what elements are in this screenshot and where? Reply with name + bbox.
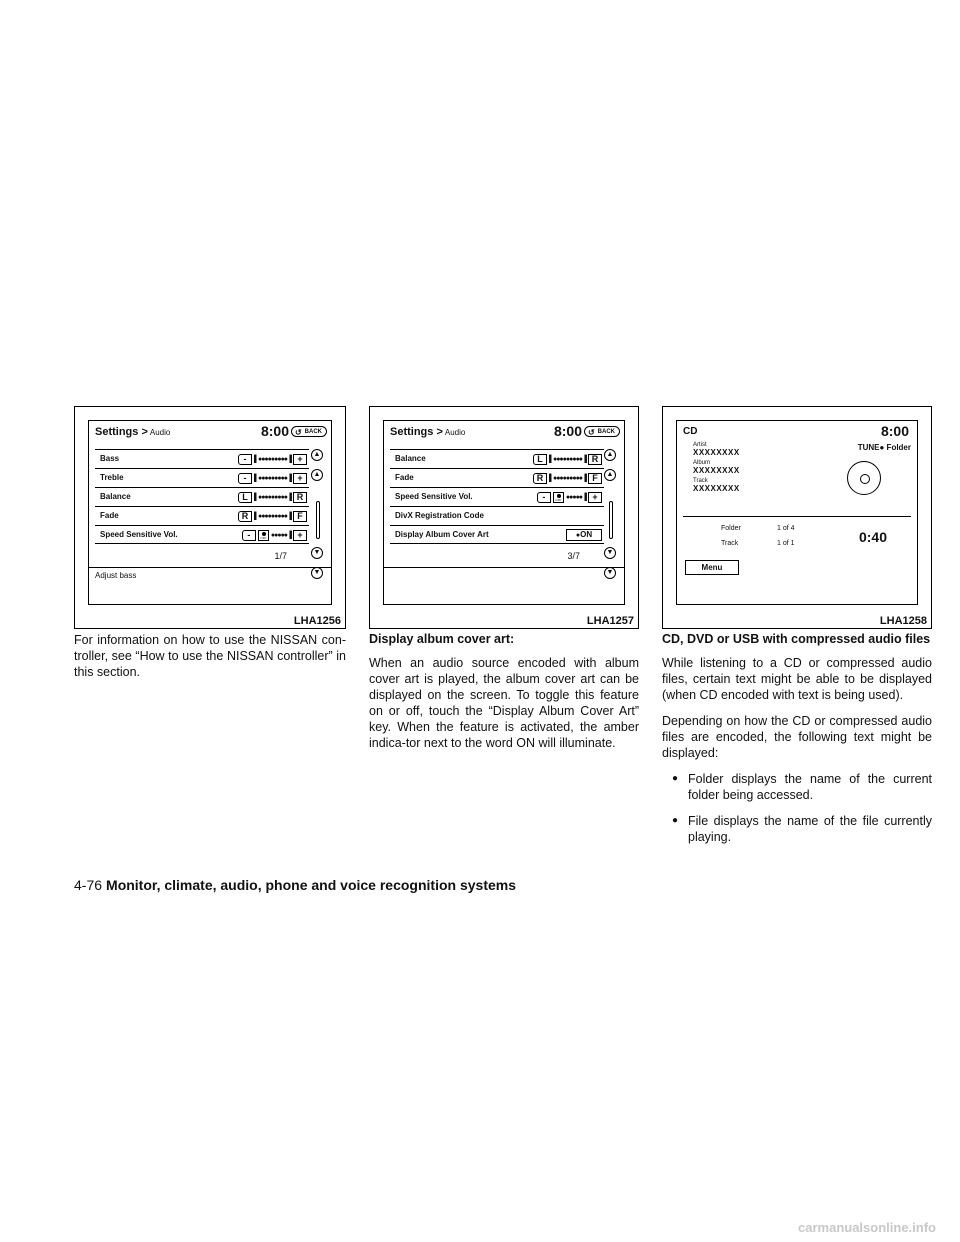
text-column-1 — [74, 632, 346, 690]
clock: 8:00 — [880, 423, 909, 439]
folder-value: 1 of 4 — [777, 525, 795, 532]
setting-label: DivX Registration Code — [395, 511, 484, 520]
scroll-thumb[interactable] — [609, 501, 613, 539]
disc-icon — [847, 461, 881, 495]
increase-button[interactable]: + — [588, 492, 602, 503]
watermark: carmanualsonline.info — [798, 1220, 936, 1235]
setting-row-balance[interactable] — [95, 487, 309, 506]
page-indicator: 3/7 — [567, 551, 580, 561]
clock: 8:00 — [553, 423, 582, 439]
decrease-button[interactable]: - — [242, 530, 256, 541]
album-label: Album — [693, 460, 711, 466]
back-button[interactable]: ↺ BACK — [584, 426, 620, 437]
decrease-button[interactable]: - — [537, 492, 551, 503]
setting-row-treble[interactable] — [95, 468, 309, 487]
elapsed-time: 0:40 — [858, 529, 887, 545]
right-button[interactable]: R — [588, 454, 602, 465]
cd-playback-screen — [676, 420, 918, 605]
divider — [89, 567, 331, 568]
decrease-button[interactable]: - — [238, 473, 252, 484]
section-heading: CD, DVD or USB with compressed audio files — [662, 632, 931, 646]
front-button[interactable]: F — [293, 511, 307, 522]
back-button[interactable]: ↺ BACK — [291, 426, 327, 437]
page-number: 4-76 — [74, 877, 103, 893]
scroll-top-icon[interactable]: ▲ — [604, 449, 616, 461]
bullet-item: ● Folder displays the name of the current folder being accessed. — [662, 771, 932, 803]
scrollbar[interactable] — [309, 449, 327, 579]
artist-label: Artist — [693, 442, 707, 448]
off-indicator-icon: OFF — [258, 530, 269, 541]
scrollbar[interactable] — [602, 449, 620, 579]
left-button[interactable]: L — [533, 454, 547, 465]
scroll-down-icon[interactable]: ▼ — [604, 547, 616, 559]
track-metadata — [693, 441, 740, 495]
figure-id: LHA1258 — [879, 615, 927, 627]
increase-button[interactable]: + — [293, 454, 307, 465]
level-bar: ●●●●●▐ — [270, 531, 291, 539]
rear-button[interactable]: R — [533, 473, 547, 484]
paragraph: For information on how to use the NISSAN con-troller, see “How to use the NISSAN controller” in this section. — [74, 633, 346, 679]
scroll-bottom-icon[interactable]: ▼ — [311, 567, 323, 579]
setting-row-fade[interactable] — [390, 468, 604, 487]
scroll-bottom-icon[interactable]: ▼ — [604, 567, 616, 579]
level-bar: ▌●●●●●●●●●▐ — [254, 512, 291, 520]
setting-row-fade[interactable] — [95, 506, 309, 525]
figure-id: LHA1256 — [293, 615, 341, 627]
setting-label: Fade — [100, 511, 119, 520]
tune-folder-label: TUNE● Folder — [857, 443, 911, 452]
setting-label: Balance — [395, 454, 426, 463]
page-indicator: 1/7 — [274, 551, 287, 561]
setting-label: Balance — [100, 492, 131, 501]
figure-id: LHA1257 — [586, 615, 634, 627]
audio-settings-screen — [383, 420, 625, 605]
bullet-item: ● File displays the name of the file currently playing. — [662, 813, 932, 845]
level-bar: ▌●●●●●●●●●▐ — [254, 455, 291, 463]
paragraph: When an audio source encoded with album cover art is played, the album cover art can be displayed on the screen. To toggle this feature on or off, touch the “Display Album Cover Art” key. When the feature is activated, the amber indica-tor next to the word ON will illuminate. — [369, 656, 639, 750]
section-heading: Display album cover art: — [369, 632, 515, 646]
level-bar: ▌●●●●●●●●●▐ — [254, 474, 291, 482]
decrease-button[interactable]: - — [238, 454, 252, 465]
paragraph: Depending on how the CD or compressed audio files are encoded, the following text might be displayed: — [662, 714, 932, 760]
level-bar: ●●●●●▐ — [565, 493, 586, 501]
setting-row-display-album-cover-art[interactable] — [390, 525, 604, 544]
paragraph: While listening to a CD or compressed audio files, certain text might be able to be displayed (when CD encoded with text is being used). — [662, 656, 932, 702]
text-column-2 — [369, 632, 639, 761]
setting-row-speed-sensitive-vol[interactable] — [95, 525, 309, 544]
folder-label: Folder — [721, 525, 741, 532]
left-button[interactable]: L — [238, 492, 252, 503]
rear-button[interactable]: R — [238, 511, 252, 522]
settings-list — [390, 449, 604, 544]
off-indicator-icon: OFF — [553, 492, 564, 503]
scroll-up-icon[interactable]: ▲ — [311, 469, 323, 481]
screen-header: Settings > Audio — [95, 426, 171, 438]
setting-label: Speed Sensitive Vol. — [100, 530, 178, 539]
level-bar: ▌●●●●●●●●●▐ — [254, 493, 291, 501]
screen-header: Settings > Audio — [390, 426, 466, 438]
increase-button[interactable]: + — [293, 473, 307, 484]
track-count-value: 1 of 1 — [777, 540, 795, 547]
figure-lha1257 — [369, 406, 639, 629]
scroll-up-icon[interactable]: ▲ — [604, 469, 616, 481]
track-value: XXXXXXXX — [693, 484, 740, 493]
level-bar: ▌●●●●●●●●●▐ — [549, 455, 586, 463]
clock: 8:00 — [260, 423, 289, 439]
right-button[interactable]: R — [293, 492, 307, 503]
on-toggle-button[interactable]: ● ON — [566, 529, 602, 541]
divider — [384, 567, 624, 568]
menu-button[interactable]: Menu — [685, 560, 739, 575]
audio-settings-screen — [88, 420, 332, 605]
increase-button[interactable]: + — [293, 530, 307, 541]
front-button[interactable]: F — [588, 473, 602, 484]
setting-label: Display Album Cover Art — [395, 530, 489, 539]
artist-value: XXXXXXXX — [693, 448, 740, 457]
setting-row-bass[interactable] — [95, 449, 309, 468]
text-column-3 — [662, 632, 932, 855]
page-footer — [74, 877, 516, 893]
setting-label: Speed Sensitive Vol. — [395, 492, 473, 501]
scroll-down-icon[interactable]: ▼ — [311, 547, 323, 559]
setting-row-divx-registration[interactable] — [390, 506, 604, 525]
divider — [683, 516, 911, 517]
setting-label: Fade — [395, 473, 414, 482]
scroll-thumb[interactable] — [316, 501, 320, 539]
settings-list — [95, 449, 309, 544]
source-title: CD — [683, 426, 698, 437]
chapter-title: Monitor, climate, audio, phone and voice recognition systems — [106, 877, 516, 893]
setting-row-speed-sensitive-vol[interactable] — [390, 487, 604, 506]
setting-label: Bass — [100, 454, 120, 463]
scroll-top-icon[interactable]: ▲ — [311, 449, 323, 461]
track-count-label: Track — [721, 540, 739, 547]
figure-lha1258 — [662, 406, 932, 629]
album-value: XXXXXXXX — [693, 466, 740, 475]
level-bar: ▌●●●●●●●●●▐ — [549, 474, 586, 482]
figure-lha1256 — [74, 406, 346, 629]
track-label: Track — [693, 478, 708, 484]
setting-label: Treble — [100, 473, 124, 482]
help-text: Adjust bass — [95, 571, 137, 580]
setting-row-balance[interactable] — [390, 449, 604, 468]
